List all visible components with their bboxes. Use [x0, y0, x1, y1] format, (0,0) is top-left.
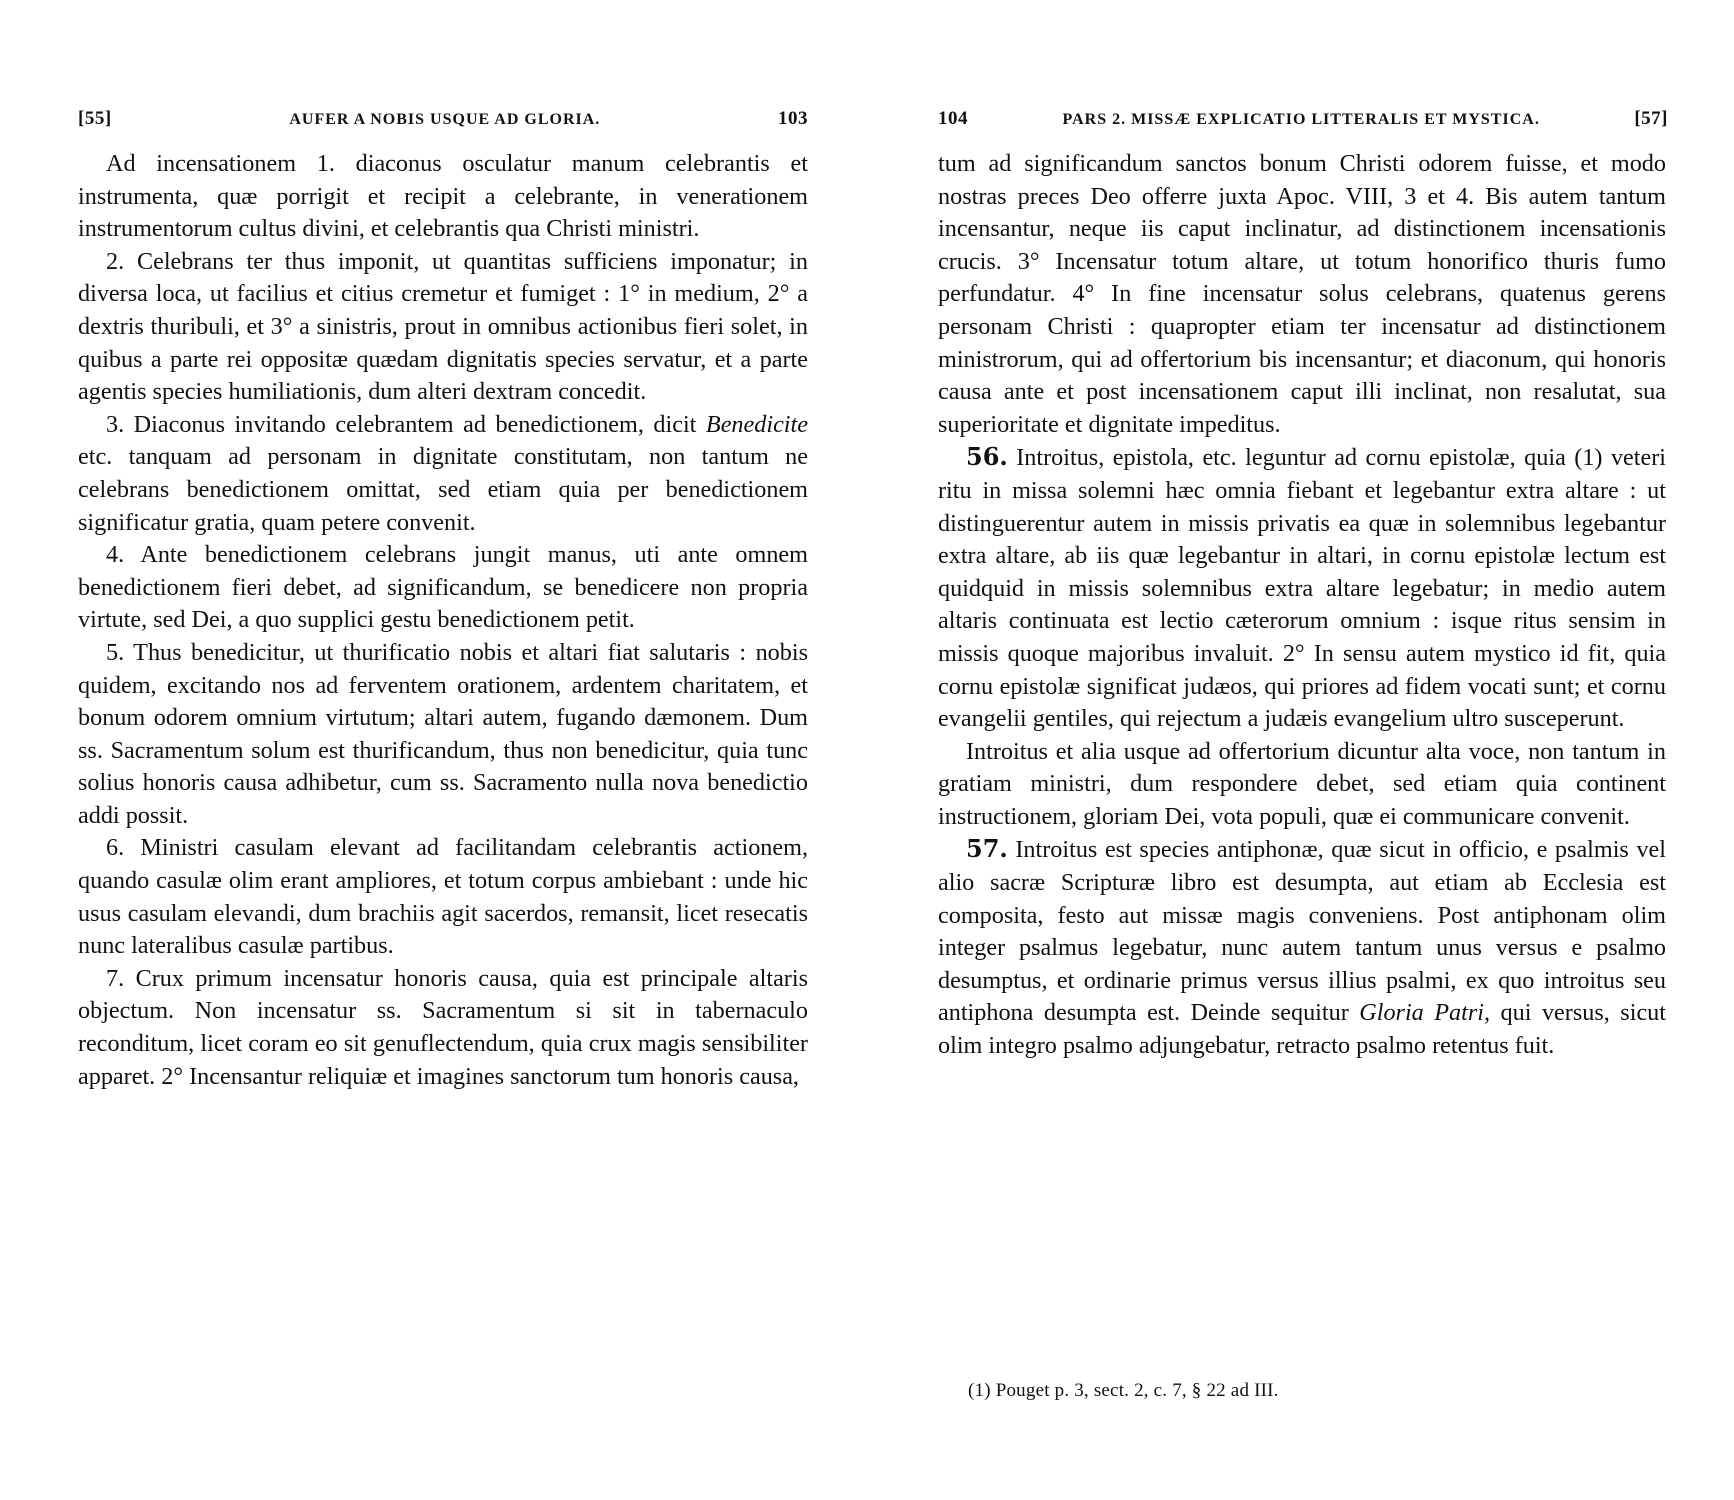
left-page	[78, 108, 808, 1093]
running-title: AUFER A NOBIS USQUE AD GLORIA.	[289, 111, 601, 128]
paragraph-text: Introitus, epistola, etc. leguntur ad cornu epistolæ, quia (1) veteri ritu in missa solemni hæc omnia fiebant et legebantur extra altare : ut distinguerentur autem in missis privatis ea quæ in solemnibus legebantur extra altare, ab iis quæ legebantur in altari, in cornu epistolæ lectum est quidquid in missis solemnibus extra altare legebatur; in medio autem altaris continuata est lectio cæterorum omnium : isque ritus sensim in missis quoque majoribus invaluit. 2° In sensu autem mystico id fit, quia cornu epistolæ significat judæos, qui priores ad fidem vocati sunt; et cornu evangelii gentiles, qui rejectum a judæis evangelium ultro susceperunt.	[938, 444, 1666, 733]
paragraph: Introitus et alia usque ad offertorium dicuntur alta voce, non tantum in gratiam ministri, dum respondere debet, sed etiam quia continent instructionem, gloriam Dei, vota populi, quæ ei communicare convenit.	[938, 737, 1666, 830]
paragraph-text: qui versus, sicut olim integro psalmo adjungebatur, retracto psalmo retentus fuit.	[938, 999, 1666, 1060]
section-number: [57]	[1634, 108, 1668, 129]
paragraph-text: Introitus est species antiphonæ, quæ sicut in officio, e psalmis vel alio sacræ Scripturæ libro est desumpta, aut etiam ab Ecclesia est composita, festo aut missæ magis conveniens. Post antiphonam olim integer psalmus legebatur, nunc autem tantum unus versus e psalmo desumptus, et ordinarie primus versus illius psalmi, ex quo introitus seu antiphona desumpta est. Deinde sequitur	[938, 836, 1666, 1027]
running-head-right	[938, 108, 1668, 138]
page-number: 103	[777, 108, 808, 129]
paragraph-text: 3. Diaconus invitando celebrantem ad benedictionem, dicit	[106, 410, 697, 438]
italic-term: Gloria Patri,	[1359, 999, 1491, 1027]
paragraph	[938, 833, 1666, 1062]
paragraph	[938, 441, 1666, 735]
footnote: (1) Pouget p. 3, sect. 2, c. 7, § 22 ad III.	[968, 1380, 1279, 1401]
paragraph-number: 57.	[966, 834, 1008, 864]
right-page	[938, 108, 1668, 1401]
paragraph: 7. Crux primum incensatur honoris causa, quia est principale altaris objectum. Non incensatur ss. Sacramentum si sit in tabernaculo reconditum, licet coram eo sit genuflectendum, quia crux magis sensibiliter apparet. 2° Incensantur reliquiæ et imagines sanctorum tum honoris causa,	[78, 964, 808, 1090]
paragraph: 6. Ministri casulam elevant ad facilitandam celebrantis actionem, quando casulæ olim erant ampliores, et totum corpus ambiebant : unde hic usus casulam elevandi, dum brachiis agit sacerdos, remansit, licet resecatis nunc lateralibus casulæ partibus.	[78, 834, 808, 960]
section-number: [55]	[78, 108, 112, 129]
body-text-right	[938, 148, 1666, 1063]
paragraph	[78, 409, 808, 539]
running-title: PARS 2. MISSÆ EXPLICATIO LITTERALIS ET MYSTICA.	[1062, 111, 1540, 128]
italic-term: Benedicite	[705, 410, 808, 438]
paragraph: 5. Thus benedicitur, ut thurificatio nobis et altari fiat salutaris : nobis quidem, excitando nos ad ferventem orationem, ardentem charitatem, et bonum odorem omnium virtutum; altari autem, fugando dæmonem. Dum ss. Sacramentum solum est thurificandum, thus non benedicitur, quia tunc solius honoris causa adhibetur, cum ss. Sacramento nulla nova benedictio addi possit.	[78, 638, 808, 829]
body-text-left	[78, 148, 808, 1093]
running-head-left	[78, 108, 808, 138]
paragraph-number: 56.	[966, 442, 1008, 472]
page-number: 104	[938, 108, 968, 129]
paragraph-text: etc. tanquam ad personam in dignitate constitutam, non tantum ne celebrans benedictionem omittat, sed etiam quia per benedictionem significatur gratia, quam petere convenit.	[78, 443, 808, 536]
paragraph: 2. Celebrans ter thus imponit, ut quantitas sufficiens imponatur; in diversa loca, ut facilius et citius cremetur et fumiget : 1° in medium, 2° a dextris thuribuli, et 3° a sinistris, prout in omnibus actionibus fieri solet, in quibus a parte rei oppositæ quædam dignitatis species servatur, et a parte agentis species humiliationis, dum alteri dextram concedit.	[78, 247, 808, 406]
paragraph: tum ad significandum sanctos bonum Christi odorem fuisse, et modo nostras preces Deo offerre juxta Apoc. VIII, 3 et 4. Bis autem tantum incensantur, neque iis caput inclinatur, ad distinctionem incensationis crucis. 3° Incensatur totum altare, ut totum honorifico thuris fumo perfundatur. 4° In fine incensatur solus celebrans, quatenus gerens personam Christi : quapropter etiam ter incensatur ad distinctionem ministrorum, qui ad offertorium bis incensantur; et diaconum, qui honoris causa ante et post incensationem caput illi inclinat, non resalutat, sua superioritate et dignitate impeditus.	[938, 150, 1666, 438]
paragraph: Ad incensationem 1. diaconus osculatur manum celebrantis et instrumenta, quæ porrigit et recipit a celebrante, in venerationem instrumentorum cultus divini, et celebrantis qua Christi ministri.	[78, 150, 808, 243]
paragraph: 4. Ante benedictionem celebrans jungit manus, uti ante omnem benedictionem fieri debet, ad significandum, se benedicere non propria virtute, sed Dei, a quo supplici gestu benedictionem petit.	[78, 541, 808, 634]
